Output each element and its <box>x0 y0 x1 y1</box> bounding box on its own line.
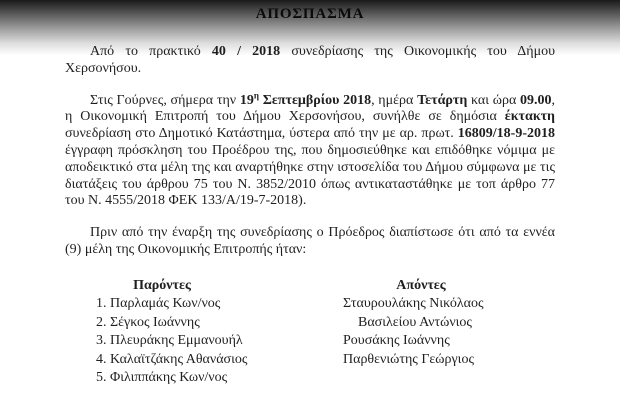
text-run-bold: έκτακτη <box>504 109 555 125</box>
text-run-bold: η <box>253 89 259 100</box>
member-name: Παρθενιώτης Γεώργιος <box>343 351 474 367</box>
paragraph-extract-source <box>65 44 555 78</box>
member-name: 3. Πλευράκης Εμμανουήλ <box>110 332 343 351</box>
absent-list <box>343 295 555 369</box>
absent-header: Απόντες <box>396 277 446 293</box>
text-run: Στις Γούρνες, σήμερα την <box>90 92 240 108</box>
text-run: έγγραφη πρόσκληση του Προέδρου της, που δημοσιεύθηκε και επιδόθηκε νόμιμα με αποδεικτικό στα μέλη της και αναρτήθηκε στην ιστοσελίδα του Δήμου σύμφωνα με τις διατάξεις του άρθρου 75 του Ν. 3852/2010 όπως αντικαταστάθηκε με τοπ άρθρο 77 του Ν. 4555/2018 ΦΕΚ 133/Α/19-7-2018). <box>65 142 555 209</box>
paragraph-session-details <box>65 89 556 211</box>
document-body <box>65 44 555 388</box>
text-run-bold: 40 / 2018 <box>211 44 281 59</box>
text-run-bold: 09.00 <box>520 92 552 108</box>
member-name: 2. Σέγκος Ιωάννης <box>110 314 343 333</box>
member-name: 1. Παρλαμάς Κων/νος <box>110 295 343 314</box>
text-run: , ημέρα <box>371 92 418 108</box>
text-run: Από το πρακτικό <box>90 44 212 59</box>
member-name: 4. Καλαϊτζάκης Αθανάσιος <box>110 351 343 370</box>
present-header: Παρόντες <box>133 277 191 293</box>
present-column <box>65 277 343 388</box>
text-run-bold: Τετάρτη <box>417 92 468 108</box>
member-name: Βασιλείου Αντώνιος <box>358 314 472 330</box>
text-run-bold: Σεπτεμβρίου 2018 <box>258 92 372 108</box>
text-run: , η Οικονομική Επιτροπή του Δήμου Χερσονήσου, συνήλθε σε δημόσια <box>65 92 556 125</box>
text-run: συνεδρίασης της Οικονομικής του Δήμου Χερσονήσου. <box>65 44 556 76</box>
absent-column <box>343 277 555 388</box>
document-title: ΑΠΟΣΠΑΣΜΑ <box>255 6 365 22</box>
text-run: και ώρα <box>467 92 521 108</box>
text-run: Πριν από την έναρξη της συνεδρίασης ο Πρόεδρος διαπίστωσε ότι από τα εννέα (9) μέλη της Οικονομικής Επιτροπής ήταν: <box>65 225 555 257</box>
text-run: συνεδρίαση στο Δημοτικό Κατάστημα, ύστερα από την με αρ. πρωτ. <box>65 126 458 142</box>
member-name: 5. Φιλιππάκης Κων/νος <box>110 369 343 388</box>
member-name: Σταυρουλάκης Νικόλαος <box>343 296 484 312</box>
text-run-bold: 16809/18-9-2018 <box>457 126 555 142</box>
paragraph-quorum-intro <box>65 225 555 259</box>
attendance-section <box>65 277 555 388</box>
text-run-bold: 19 <box>239 92 254 108</box>
member-name: Ρουσάκης Ιωάννης <box>343 333 450 349</box>
present-list <box>65 295 343 388</box>
